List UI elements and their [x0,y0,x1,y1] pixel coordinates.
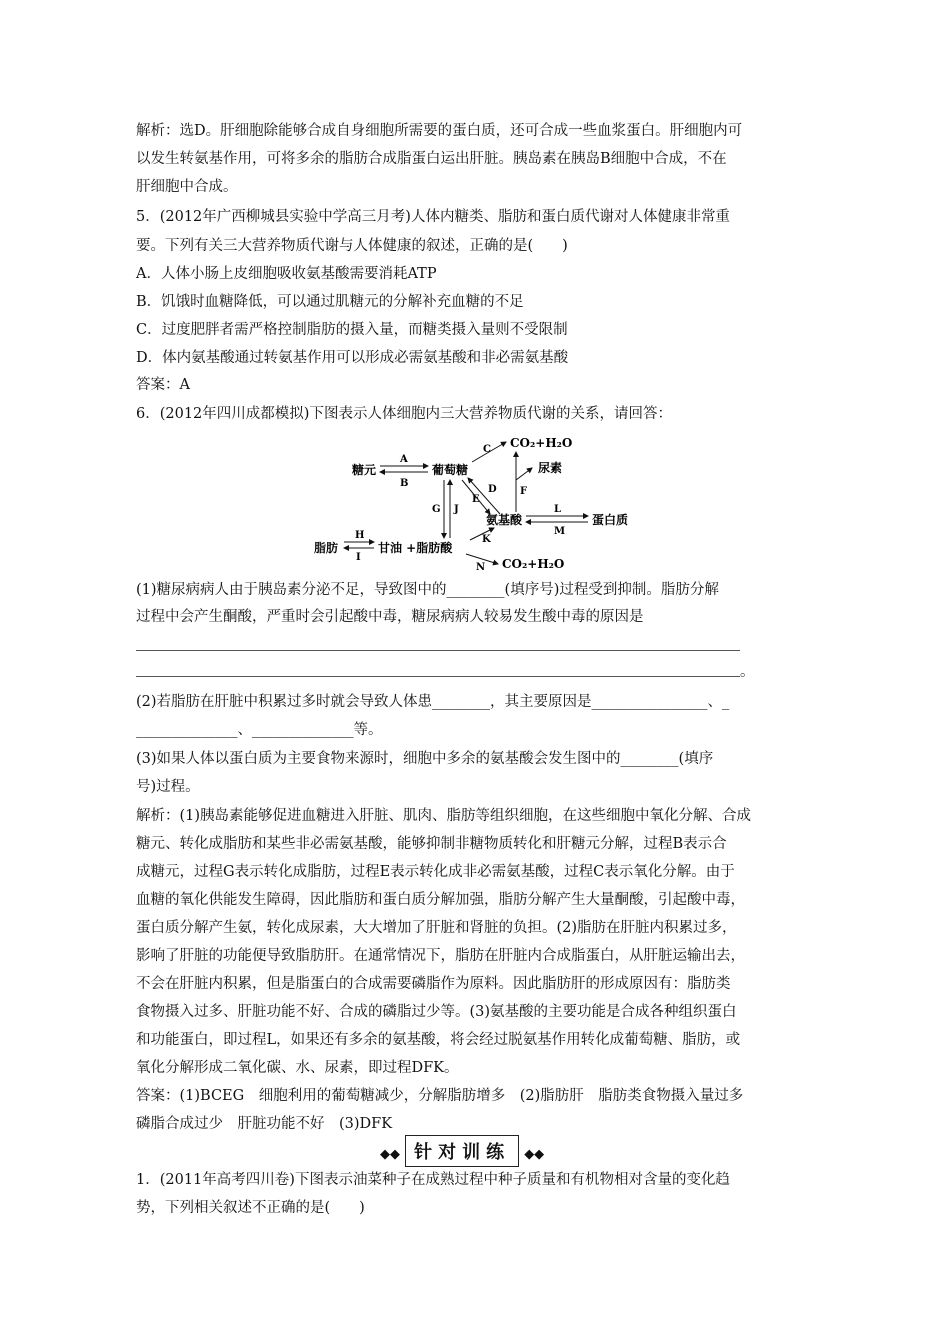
q1-line: (1)糖尿病病人由于胰岛素分泌不足，导致图中的________(填序号)过程受到抑制。脂肪分解 [136,582,719,598]
svg-text:N: N [476,562,486,573]
q1-end: 。 [740,664,755,680]
svg-text:D: D [488,484,497,495]
text-line: 解析：选D。肝细胞除能够合成自身细胞所需要的蛋白质，还可合成一些血浆蛋白。肝细胞内可 [136,123,743,139]
practice-question-1: 1．(2011年高考四川卷)下图表示油菜种子在成熟过程中种子质量和有机物相对含量的变化趋 [136,1172,730,1188]
node-glycogen: 糖元 [352,463,377,477]
node-protein: 蛋白质 [592,513,629,527]
analysis-line: 氧化分解形成二氧化碳、水、尿素，即过程DFK。 [136,1060,459,1076]
analysis-line: 蛋白质分解产生氨，转化成尿素，大大增加了肝脏和肾脏的负担。(2)脂肪在肝脏内积累过多， [136,920,737,936]
svg-text:K: K [482,534,491,545]
option-b: B．饥饿时血糖降低，可以通过肌糖元的分解补充血糖的不足 [136,294,524,310]
section-title: 针对训练 [405,1135,519,1167]
svg-text:M: M [554,526,566,537]
node-amino-acid: 氨基酸 [486,513,523,527]
analysis-line: 食物摄入过多、肝脏功能不好、合成的磷脂过少等。(3)氨基酸的主要功能是合成各种组织蛋白 [136,1004,737,1020]
metabolism-diagram [300,430,660,575]
svg-text:G: G [432,504,441,515]
analysis-line: 不会在肝脏内积累，但是脂蛋白的合成需要磷脂作为原料。因此脂肪肝的形成原因有：脂肪类 [136,976,731,992]
answer-6: 磷脂合成过少 肝脏功能不好 (3)DFK [136,1116,393,1132]
node-co2-bottom: CO₂+H₂O [502,557,565,571]
svg-text:H: H [355,530,365,541]
analysis-line: 成糖元，过程G表示转化成脂肪，过程E表示转化成非必需氨基酸，过程C表示氧化分解。由于 [136,864,735,880]
practice-question-1: 势，下列相关叙述不正确的是( ) [136,1200,365,1216]
svg-text:L: L [554,504,562,515]
diamond-icon: ◆◆ [524,1147,545,1162]
node-glucose: 葡萄糖 [432,463,469,477]
option-c: C．过度肥胖者需严格控制脂肪的摄入量，而糖类摄入量则不受限制 [136,322,568,338]
answer-5: 答案：A [136,377,190,393]
section-banner [380,1135,544,1165]
q2-line: (2)若脂肪在肝脏中积累过多时就会导致人体患________，其主要原因是________________、_ [136,694,730,710]
node-glycerol-fatty-acid: 甘油 +脂肪酸 [378,541,453,555]
node-fat: 脂肪 [314,541,339,555]
node-urea: 尿素 [538,461,563,475]
svg-text:F: F [520,486,528,497]
option-d: D．体内氨基酸通过转氨基作用可以形成必需氨基酸和非必需氨基酸 [136,350,569,366]
svg-text:B: B [400,478,409,489]
answer-blank-line [136,676,740,677]
analysis-line: 解析：(1)胰岛素能够促进血糖进入肝脏、肌肉、脂肪等组织细胞，在这些细胞中氧化分解、合成 [136,808,752,824]
q1-line: 过程中会产生酮酸，严重时会引起酸中毒，糖尿病病人较易发生酸中毒的原因是 [136,609,644,625]
text-line: 以发生转氨基作用，可将多余的脂肪合成脂蛋白运出肝脏。胰岛素在胰岛B细胞中合成，不在 [136,151,727,167]
question-6-stem: 6．(2012年四川成都模拟)下图表示人体细胞内三大营养物质代谢的关系，请回答： [136,406,672,422]
q2-line: ______________、______________等。 [136,722,383,738]
svg-text:J: J [454,504,459,515]
analysis-line: 影响了肝脏的功能便导致脂肪肝。在通常情况下，脂肪在肝脏内合成脂蛋白，从肝脏运输出去， [136,948,745,964]
svg-text:C: C [483,444,491,455]
node-co2-top: CO₂+H₂O [510,436,573,450]
diamond-icon: ◆◆ [380,1147,400,1162]
question-5-stem: 5．(2012年广西柳城县实验中学高三月考)人体内糖类、脂肪和蛋白质代谢对人体健康非常重 [136,209,730,225]
q3-line: (3)如果人体以蛋白质为主要食物来源时，细胞中多余的氨基酸会发生图中的________(填序 [136,751,714,767]
q3-line: 号)过程。 [136,779,200,795]
answer-6: 答案：(1)BCEG 细胞利用的葡萄糖减少，分解脂肪增多 (2)脂肪肝 脂肪类食物摄入量过多 [136,1088,744,1104]
analysis-line: 糖元、转化成脂肪和某些非必需氨基酸，能够抑制非糖物质转化和肝糖元分解，过程B表示合 [136,836,727,852]
question-5-stem: 要。下列有关三大营养物质代谢与人体健康的叙述，正确的是( ) [136,238,568,254]
option-a: A．人体小肠上皮细胞吸收氨基酸需要消耗ATP [136,266,437,282]
analysis-line: 和功能蛋白，即过程L，如果还有多余的氨基酸，将会经过脱氨基作用转化成葡萄糖、脂肪，或 [136,1032,741,1048]
analysis-line: 血糖的氧化供能发生障碍，因此脂肪和蛋白质分解加强，脂肪分解产生大量酮酸，引起酸中毒， [136,892,745,908]
svg-text:A: A [400,454,408,465]
text-line: 肝细胞中合成。 [136,179,238,195]
svg-text:E: E [472,494,480,505]
svg-text:I: I [356,552,361,563]
answer-blank-line [136,650,740,651]
